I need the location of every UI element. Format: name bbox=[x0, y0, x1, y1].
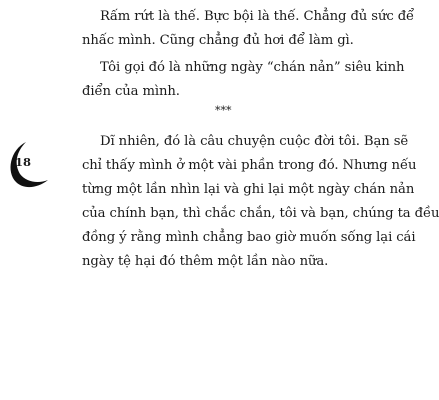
section-separator: *** bbox=[215, 104, 232, 117]
text-line: Rấm rứt là thế. Bực bội là thế. Chẳng đủ sức để bbox=[100, 9, 415, 24]
paragraph-1 bbox=[82, 5, 415, 53]
text-line: nhấc mình. Cũng chẳng đủ hơi để làm gì. bbox=[82, 33, 354, 48]
text-line: của chính bạn, thì chắc chắn, tôi và bạn, chúng ta đều bbox=[82, 206, 439, 221]
text-line: ngày tệ hại đó thêm một lần nào nữa. bbox=[82, 254, 329, 269]
text-line: Dĩ nhiên, đó là câu chuyện cuộc đời tôi. Bạn sẽ bbox=[100, 134, 409, 149]
paragraph-2 bbox=[82, 56, 405, 104]
text-line: điển của mình. bbox=[82, 84, 180, 99]
text-line: chỉ thấy mình ở một vài phần trong đó. Nhưng nếu bbox=[82, 158, 417, 173]
text-line: đồng ý rằng mình chẳng bao giờ muốn sống lại cái bbox=[82, 230, 416, 245]
paragraph-3 bbox=[82, 130, 439, 274]
text-line: Tôi gọi đó là những ngày “chán nản” siêu kinh bbox=[100, 60, 405, 75]
text-line: từng một lần nhìn lại và ghi lại một ngày chán nản bbox=[82, 182, 415, 197]
page-number: 18 bbox=[15, 155, 32, 169]
